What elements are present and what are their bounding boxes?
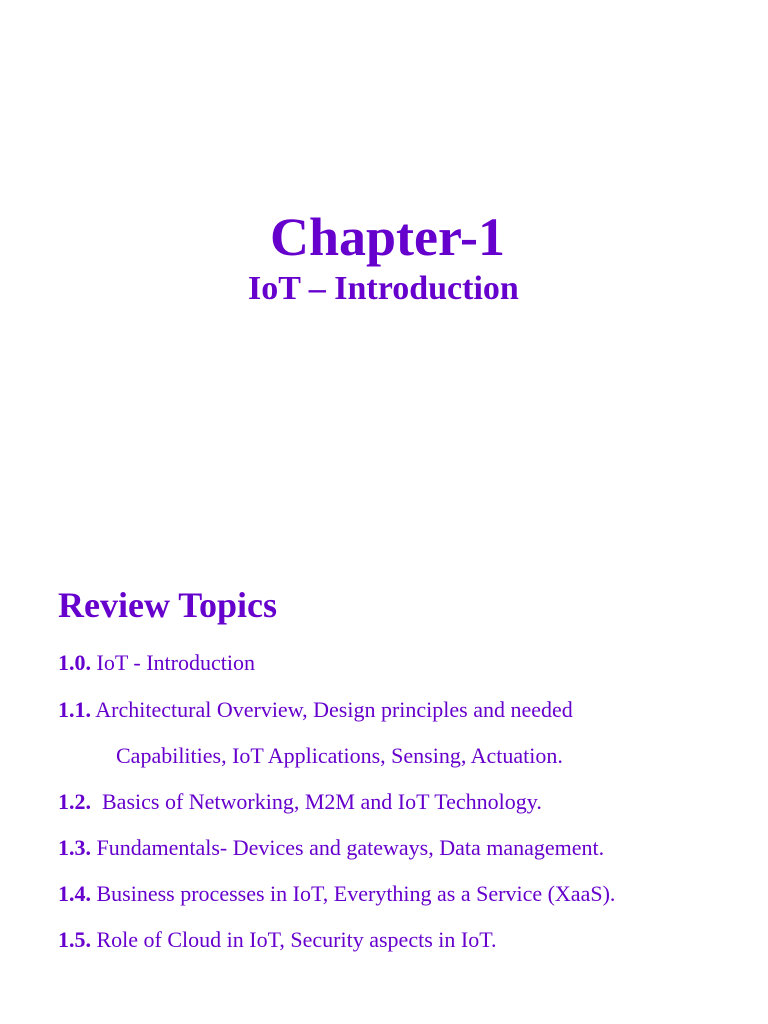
topic-text: Fundamentals- Devices and gateways, Data management. [91, 835, 605, 860]
review-topics-heading: Review Topics [58, 585, 278, 625]
topic-item-1-1-continued [116, 743, 563, 769]
topic-number: 1.2. [58, 789, 91, 814]
chapter-subtitle: IoT – Introduction [248, 270, 519, 307]
topic-number: 1.4. [58, 881, 91, 906]
topic-number: 1.0. [58, 650, 91, 675]
topic-item-1-2 [58, 789, 542, 815]
topic-text: Business processes in IoT, Everything as a Service (XaaS). [91, 881, 616, 906]
topic-text: Architectural Overview, Design principles and needed [91, 697, 573, 722]
topic-item-1-5 [58, 927, 497, 953]
topic-text: Basics of Networking, M2M and IoT Technology. [91, 789, 542, 814]
topic-number: 1.1. [58, 697, 91, 722]
topic-number: 1.3. [58, 835, 91, 860]
topic-item-1-4 [58, 881, 615, 907]
topic-number: 1.5. [58, 927, 91, 952]
topic-item-1-1 [58, 697, 573, 723]
topic-item-1-0 [58, 650, 255, 676]
topic-text: Role of Cloud in IoT, Security aspects in IoT. [91, 927, 497, 952]
topic-text: Capabilities, IoT Applications, Sensing, Actuation. [116, 743, 563, 768]
topic-text: IoT - Introduction [91, 650, 255, 675]
topic-item-1-3 [58, 835, 604, 861]
chapter-title: Chapter-1 [270, 207, 505, 267]
